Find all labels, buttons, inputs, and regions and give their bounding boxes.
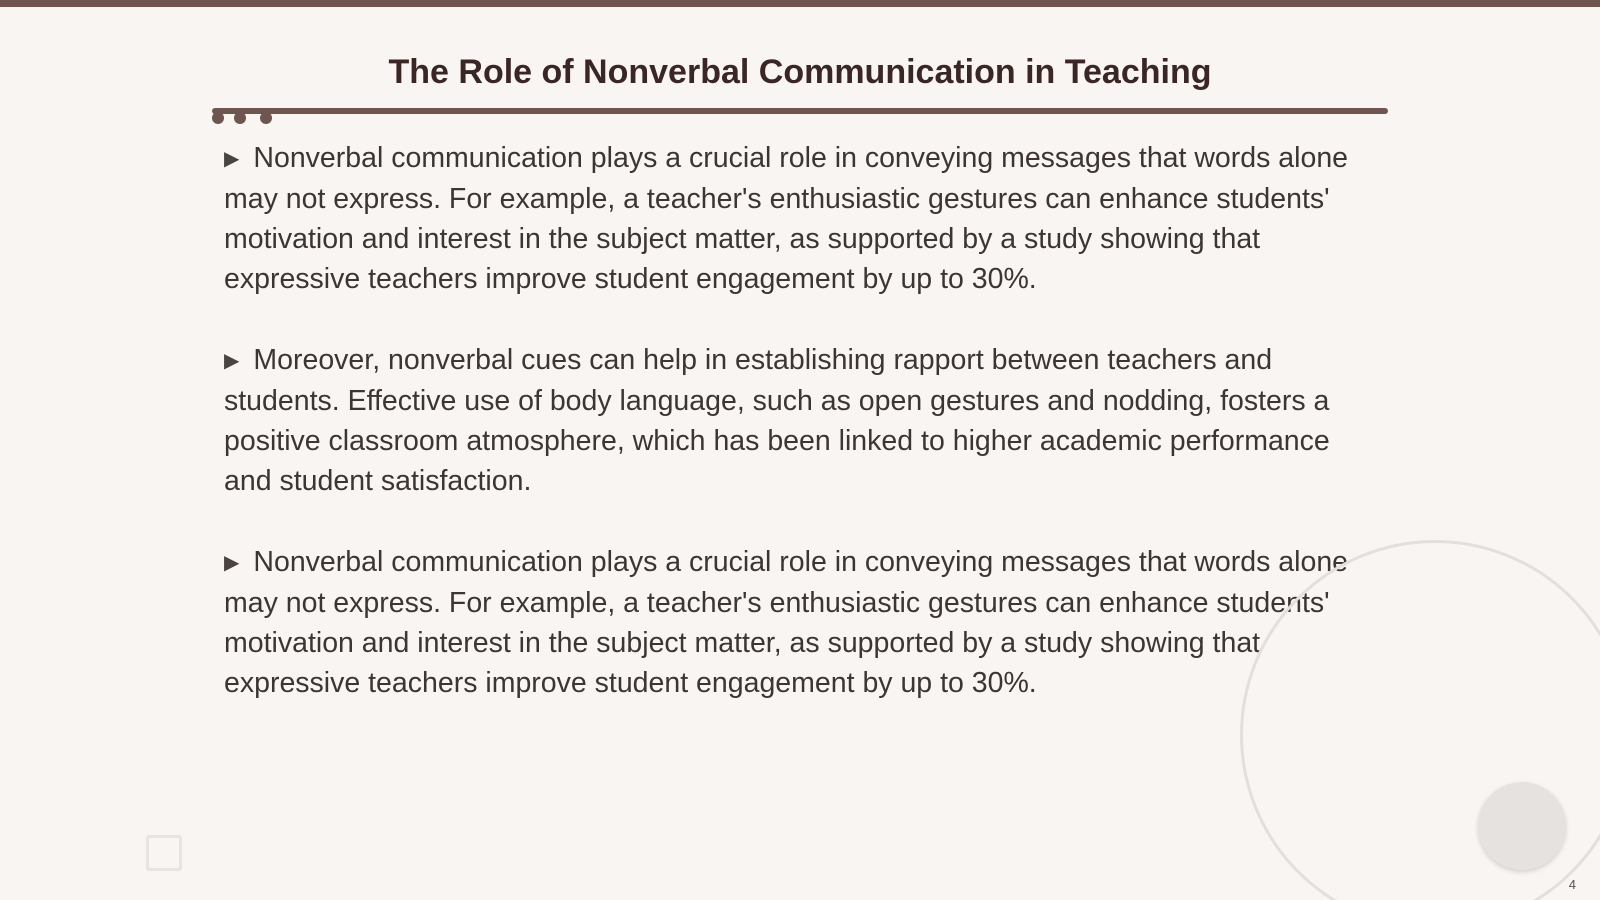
slide-title: The Role of Nonverbal Communication in Teaching: [388, 53, 1212, 91]
triangle-right-icon: ▶: [224, 148, 240, 170]
decorative-dot: [212, 112, 224, 124]
triangle-right-icon: ▶: [224, 350, 240, 372]
bullet-list: [224, 138, 1374, 744]
bullet-paragraph: [224, 340, 1374, 501]
decorative-circle-filled: [1478, 782, 1566, 870]
bullet-text: Moreover, nonverbal cues can help in establishing rapport between teachers and students. Effective use of body language, such as open gestures and nodding, fosters a positive classroom atmosphere, which has been linked to higher academic performance and student satisfaction.: [224, 344, 1330, 497]
title-underline: [212, 108, 1388, 114]
bullet-text: Nonverbal communication plays a crucial role in conveying messages that words alone may not express. For example, a teacher's enthusiastic gestures can enhance students' motivation and interest in the subject matter, as supported by a study showing that expressive teachers improve student engagement by up to 30%.: [224, 142, 1349, 295]
decorative-dot: [234, 112, 246, 124]
decorative-square-outline: [146, 835, 182, 871]
decorative-dot: [260, 112, 272, 124]
bullet-text: Nonverbal communication plays a crucial role in conveying messages that words alone may not express. For example, a teacher's enthusiastic gestures can enhance students' motivation and interest in the subject matter, as supported by a study showing that expressive teachers improve student engagement by up to 30%.: [224, 546, 1349, 699]
bullet-paragraph: [224, 542, 1374, 703]
top-accent-bar: [0, 0, 1600, 7]
bullet-paragraph: [224, 138, 1374, 299]
page-number: 4: [1568, 877, 1576, 892]
triangle-right-icon: ▶: [224, 552, 240, 574]
